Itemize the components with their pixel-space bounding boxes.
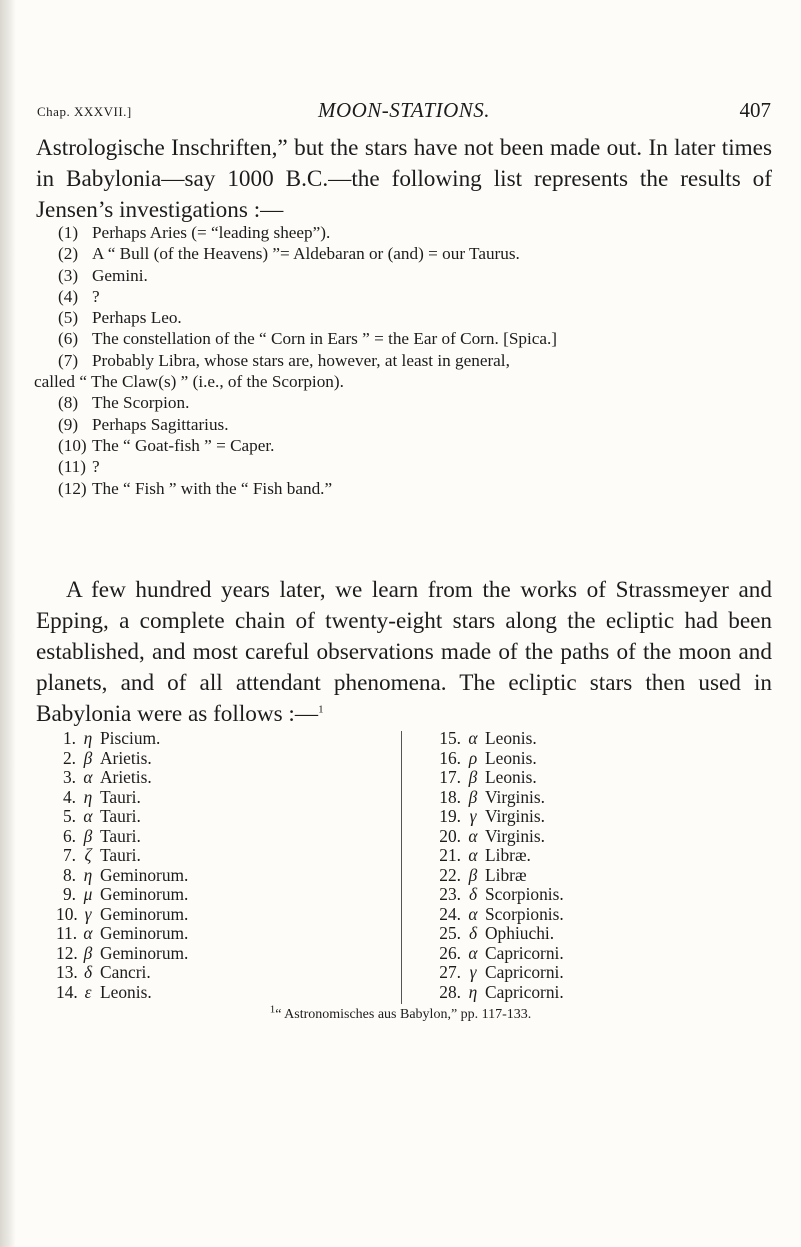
star-row [56,729,396,749]
star-greek-letter: α [468,825,478,846]
star-number: 5. [62,806,76,826]
star-constellation: Tauri. [100,806,141,826]
star-constellation: Geminorum. [100,903,189,924]
list-item [58,243,772,264]
star-number: 9. [62,884,76,904]
star-greek-letter: α [468,942,478,963]
list-item [58,286,772,307]
star-constellation: Capricorni. [485,981,564,1002]
footnote-text: “ Astronomisches aus Babylon,” pp. 117-133. [275,1007,532,1022]
star-greek-letter: β [468,864,478,885]
star-greek-letter: η [83,864,93,885]
list-item-text: Gemini. [92,265,148,285]
star-row [56,768,396,788]
star-row [435,729,775,749]
list-item-number: (7) [58,350,79,370]
star-constellation: Cancri. [100,962,151,982]
star-row [435,885,775,905]
star-greek-letter: δ [83,962,93,982]
list-item-text: The Scorpion. [92,393,190,413]
list-item [58,328,772,349]
list-item-text: Perhaps Leo. [92,308,182,328]
star-row [435,944,775,964]
star-number: 21. [439,845,461,865]
star-greek-letter: α [83,806,93,826]
star-constellation: Leonis. [100,981,152,1002]
star-greek-letter: η [83,786,93,807]
star-number: 11. [56,923,78,943]
list-item [58,392,772,413]
star-number: 24. [439,903,461,924]
star-number: 17. [439,767,461,787]
star-row [435,807,775,827]
star-greek-letter: α [468,903,478,924]
star-row [435,768,775,788]
column-divider [401,731,402,1004]
intro-paragraph: Astrologische Inschriften,” but the stars have not been made out. In later times in Babylonia—say 1000 B.C.—the following list represents the results of Jensen’s investigations :— [36,135,772,223]
star-number: 7. [62,845,76,865]
star-number: 15. [439,728,461,748]
list-item [58,350,772,371]
list-item [58,414,772,435]
star-greek-letter: γ [469,806,477,826]
star-row [56,944,396,964]
list-item-text: The constellation of the “ Corn in Ears ” = the Ear of Corn. [Spica.] [92,329,558,349]
star-row [435,788,775,808]
star-greek-letter: α [83,767,93,787]
star-row [56,788,396,808]
star-number: 25. [439,923,461,943]
list-item-number: (1) [58,223,79,242]
star-constellation: Geminorum. [100,884,189,904]
star-number: 16. [439,747,461,768]
star-row [56,963,396,983]
star-constellation: Libræ [485,864,527,885]
star-column-left [56,729,396,1002]
star-constellation: Virginis. [485,825,545,846]
star-row [56,983,396,1003]
star-constellation: Leonis. [485,767,537,787]
star-number: 8. [62,864,76,885]
star-greek-letter: ζ [84,845,92,865]
star-greek-letter: μ [83,884,93,904]
star-greek-letter: β [468,786,478,807]
star-constellation: Piscium. [100,728,161,748]
star-row [435,905,775,925]
star-constellation: Arietis. [100,747,152,768]
star-number: 19. [439,806,461,826]
star-row [435,827,775,847]
ecliptic-paragraph [36,575,772,730]
star-number: 22. [439,864,461,885]
star-greek-letter: ε [84,981,92,1002]
ecliptic-paragraph-text: A few hundred years later, we learn from the works of Strassmeyer and Epping, a complete chain of twenty-eight stars along the ecliptic had been established, and most careful observations made of the paths of the moon and planets, and of all attendant phenomena. The ecliptic stars then used in Babylonia were as follows :— [36,577,772,727]
star-number: 12. [56,942,78,963]
star-constellation: Geminorum. [100,864,189,885]
star-constellation: Capricorni. [485,962,564,982]
star-number: 28. [439,981,461,1002]
star-number: 23. [439,884,461,904]
star-number: 14. [56,981,78,1002]
star-row [435,749,775,769]
star-constellation: Arietis. [100,767,152,787]
list-item-number: (2) [58,244,79,264]
list-item-number: (8) [58,393,79,413]
star-constellation: Leonis. [485,728,537,748]
star-constellation: Leonis. [485,747,537,768]
star-greek-letter: γ [84,903,92,924]
star-column-right [435,729,775,1002]
list-item-text: A “ Bull (of the Heavens) ”= Aldebaran or (and) = our Taurus. [92,244,520,264]
star-greek-letter: β [83,747,93,768]
star-row [56,749,396,769]
list-item [58,478,772,499]
page-edge-shadow [0,0,16,1247]
list-item-number: (4) [58,286,79,306]
star-constellation: Ophiuchi. [485,923,555,943]
star-row [56,924,396,944]
star-number: 1. [62,728,76,748]
footnote-reference: 1 [318,703,324,716]
star-row [435,866,775,886]
star-greek-letter: γ [469,962,477,982]
star-greek-letter: β [468,767,478,787]
star-greek-letter: η [83,728,93,748]
star-row [435,846,775,866]
star-constellation: Capricorni. [485,942,564,963]
list-item [34,371,772,392]
list-item-number: (5) [58,308,79,328]
list-item-text: Perhaps Aries (= “leading sheep”). [92,223,331,242]
star-greek-letter: α [468,845,478,865]
list-item-number: (9) [58,414,79,434]
star-number: 4. [62,786,76,807]
star-constellation: Geminorum. [100,942,189,963]
star-row [56,827,396,847]
star-number: 18. [439,786,461,807]
list-item-number: (6) [58,329,79,349]
star-number: 20. [439,825,461,846]
star-constellation: Geminorum. [100,923,189,943]
star-constellation: Tauri. [100,825,141,846]
star-greek-letter: β [83,825,93,846]
chapter-label: Chap. XXXVII.] [37,104,132,119]
star-greek-letter: δ [468,884,478,904]
list-item [58,222,772,243]
star-row [435,924,775,944]
list-item-text: ? [92,286,100,306]
list-item [58,307,772,328]
footnote [0,1003,801,1023]
star-greek-letter: β [83,942,93,963]
list-item-number: (12) [58,478,87,498]
list-item-text: Perhaps Sagittarius. [92,414,229,434]
star-row [56,905,396,925]
list-item [58,265,772,286]
star-greek-letter: α [83,923,93,943]
star-number: 6. [62,825,76,846]
star-number: 26. [439,942,461,963]
list-item-number: (10) [58,435,87,455]
jensen-list [34,222,772,499]
list-item-number: (3) [58,265,79,285]
page-title: MOON-STATIONS. [317,98,491,122]
star-greek-letter: ρ [468,747,478,768]
star-row [56,846,396,866]
star-greek-letter: δ [468,923,478,943]
list-item-text: The “ Goat-fish ” = Caper. [92,435,275,455]
running-header [37,96,771,124]
footnote-marker: 1 [269,1003,276,1016]
star-number: 13. [56,962,78,982]
list-item-number: (11) [58,457,86,477]
star-constellation: Libræ. [485,845,531,865]
star-greek-letter: α [468,728,478,748]
list-item [58,456,772,477]
ecliptic-star-table [0,729,801,1009]
star-constellation: Tauri. [100,845,141,865]
list-item [58,435,772,456]
star-number: 27. [439,962,461,982]
list-item-text: The “ Fish ” with the “ Fish band.” [92,478,333,498]
star-greek-letter: η [468,981,478,1002]
star-constellation: Virginis. [485,806,545,826]
star-row [56,866,396,886]
page-number: 407 [739,98,771,122]
star-number: 10. [56,903,78,924]
star-number: 3. [62,767,76,787]
star-constellation: Scorpionis. [485,903,564,924]
list-item-text: ? [92,457,100,477]
star-row [56,885,396,905]
star-constellation: Scorpionis. [485,884,564,904]
list-item-text: Probably Libra, whose stars are, however, at least in general, [92,350,510,370]
star-row [56,807,396,827]
star-number: 2. [62,747,76,768]
star-constellation: Virginis. [485,786,545,807]
star-row [435,983,775,1003]
star-constellation: Tauri. [100,786,141,807]
list-item-text: called “ The Claw(s) ” (i.e., of the Scorpion). [34,372,344,392]
star-row [435,963,775,983]
